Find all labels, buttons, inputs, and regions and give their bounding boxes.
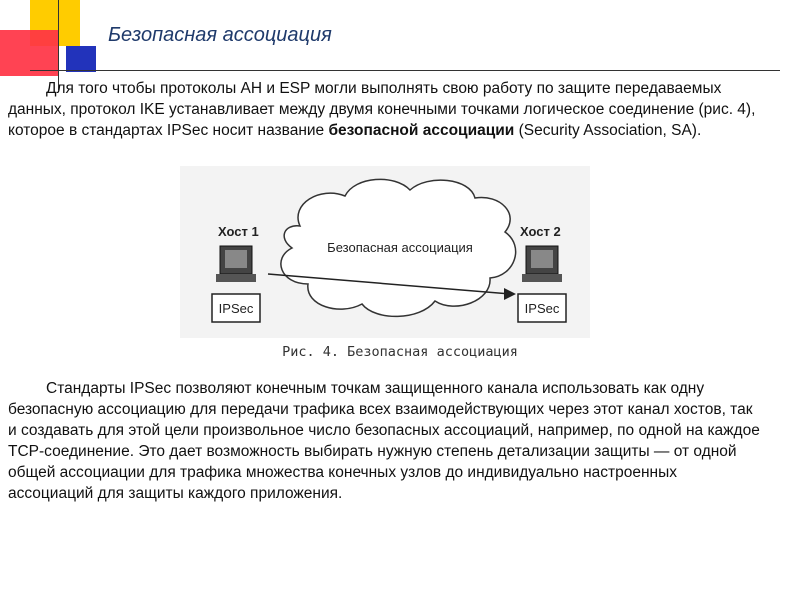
host2-ipsec-label: IPSec	[524, 301, 560, 316]
intro-text-end: (Security Association, SA).	[514, 122, 702, 139]
intro-paragraph	[8, 78, 763, 141]
cloud-label: Безопасная ассоциация	[327, 240, 473, 255]
figure-diagram	[180, 166, 590, 338]
standards-paragraph	[8, 378, 763, 504]
host1-ipsec-label: IPSec	[218, 301, 254, 316]
host2-label: Хост 2	[520, 224, 561, 239]
host2-computer-icon	[522, 246, 562, 282]
standards-text: Стандарты IPSec позволяют конечным точкам защищенного канала использовать как одну безопасную ассоциацию для передачи трафика всех взаимодействующих через этот канал хостов, так и создавать для этой цели произвольное число безопасных ассоциаций, например, по одной на каждое TCP-соединение. Это дает возможность выбирать нужную степень детализации защиты — от одной общей ассоциации для трафика множества конечных узлов до индивидуально настроенных ассоциаций для защиты каждого приложения.	[8, 380, 760, 502]
intro-text-start: Для того чтобы протоколы AH и ESP могли выполнять свою работу по защите передаваемых данных, протокол IKE устанавливает между двумя конечными точками логическое соединение (рис. 4), которое в стандартах IPSec носит название	[8, 80, 756, 139]
host1-label: Хост 1	[218, 224, 259, 239]
host1-computer-icon	[216, 246, 256, 282]
deco-blue-square	[66, 46, 96, 72]
slide-title: Безопасная ассоциация	[108, 24, 332, 46]
title-divider	[30, 70, 780, 71]
deco-vertical-line	[58, 0, 59, 90]
figure-caption: Рис. 4. Безопасная ассоциация	[282, 344, 518, 360]
intro-bold-term: безопасной ассоциации	[328, 122, 515, 139]
